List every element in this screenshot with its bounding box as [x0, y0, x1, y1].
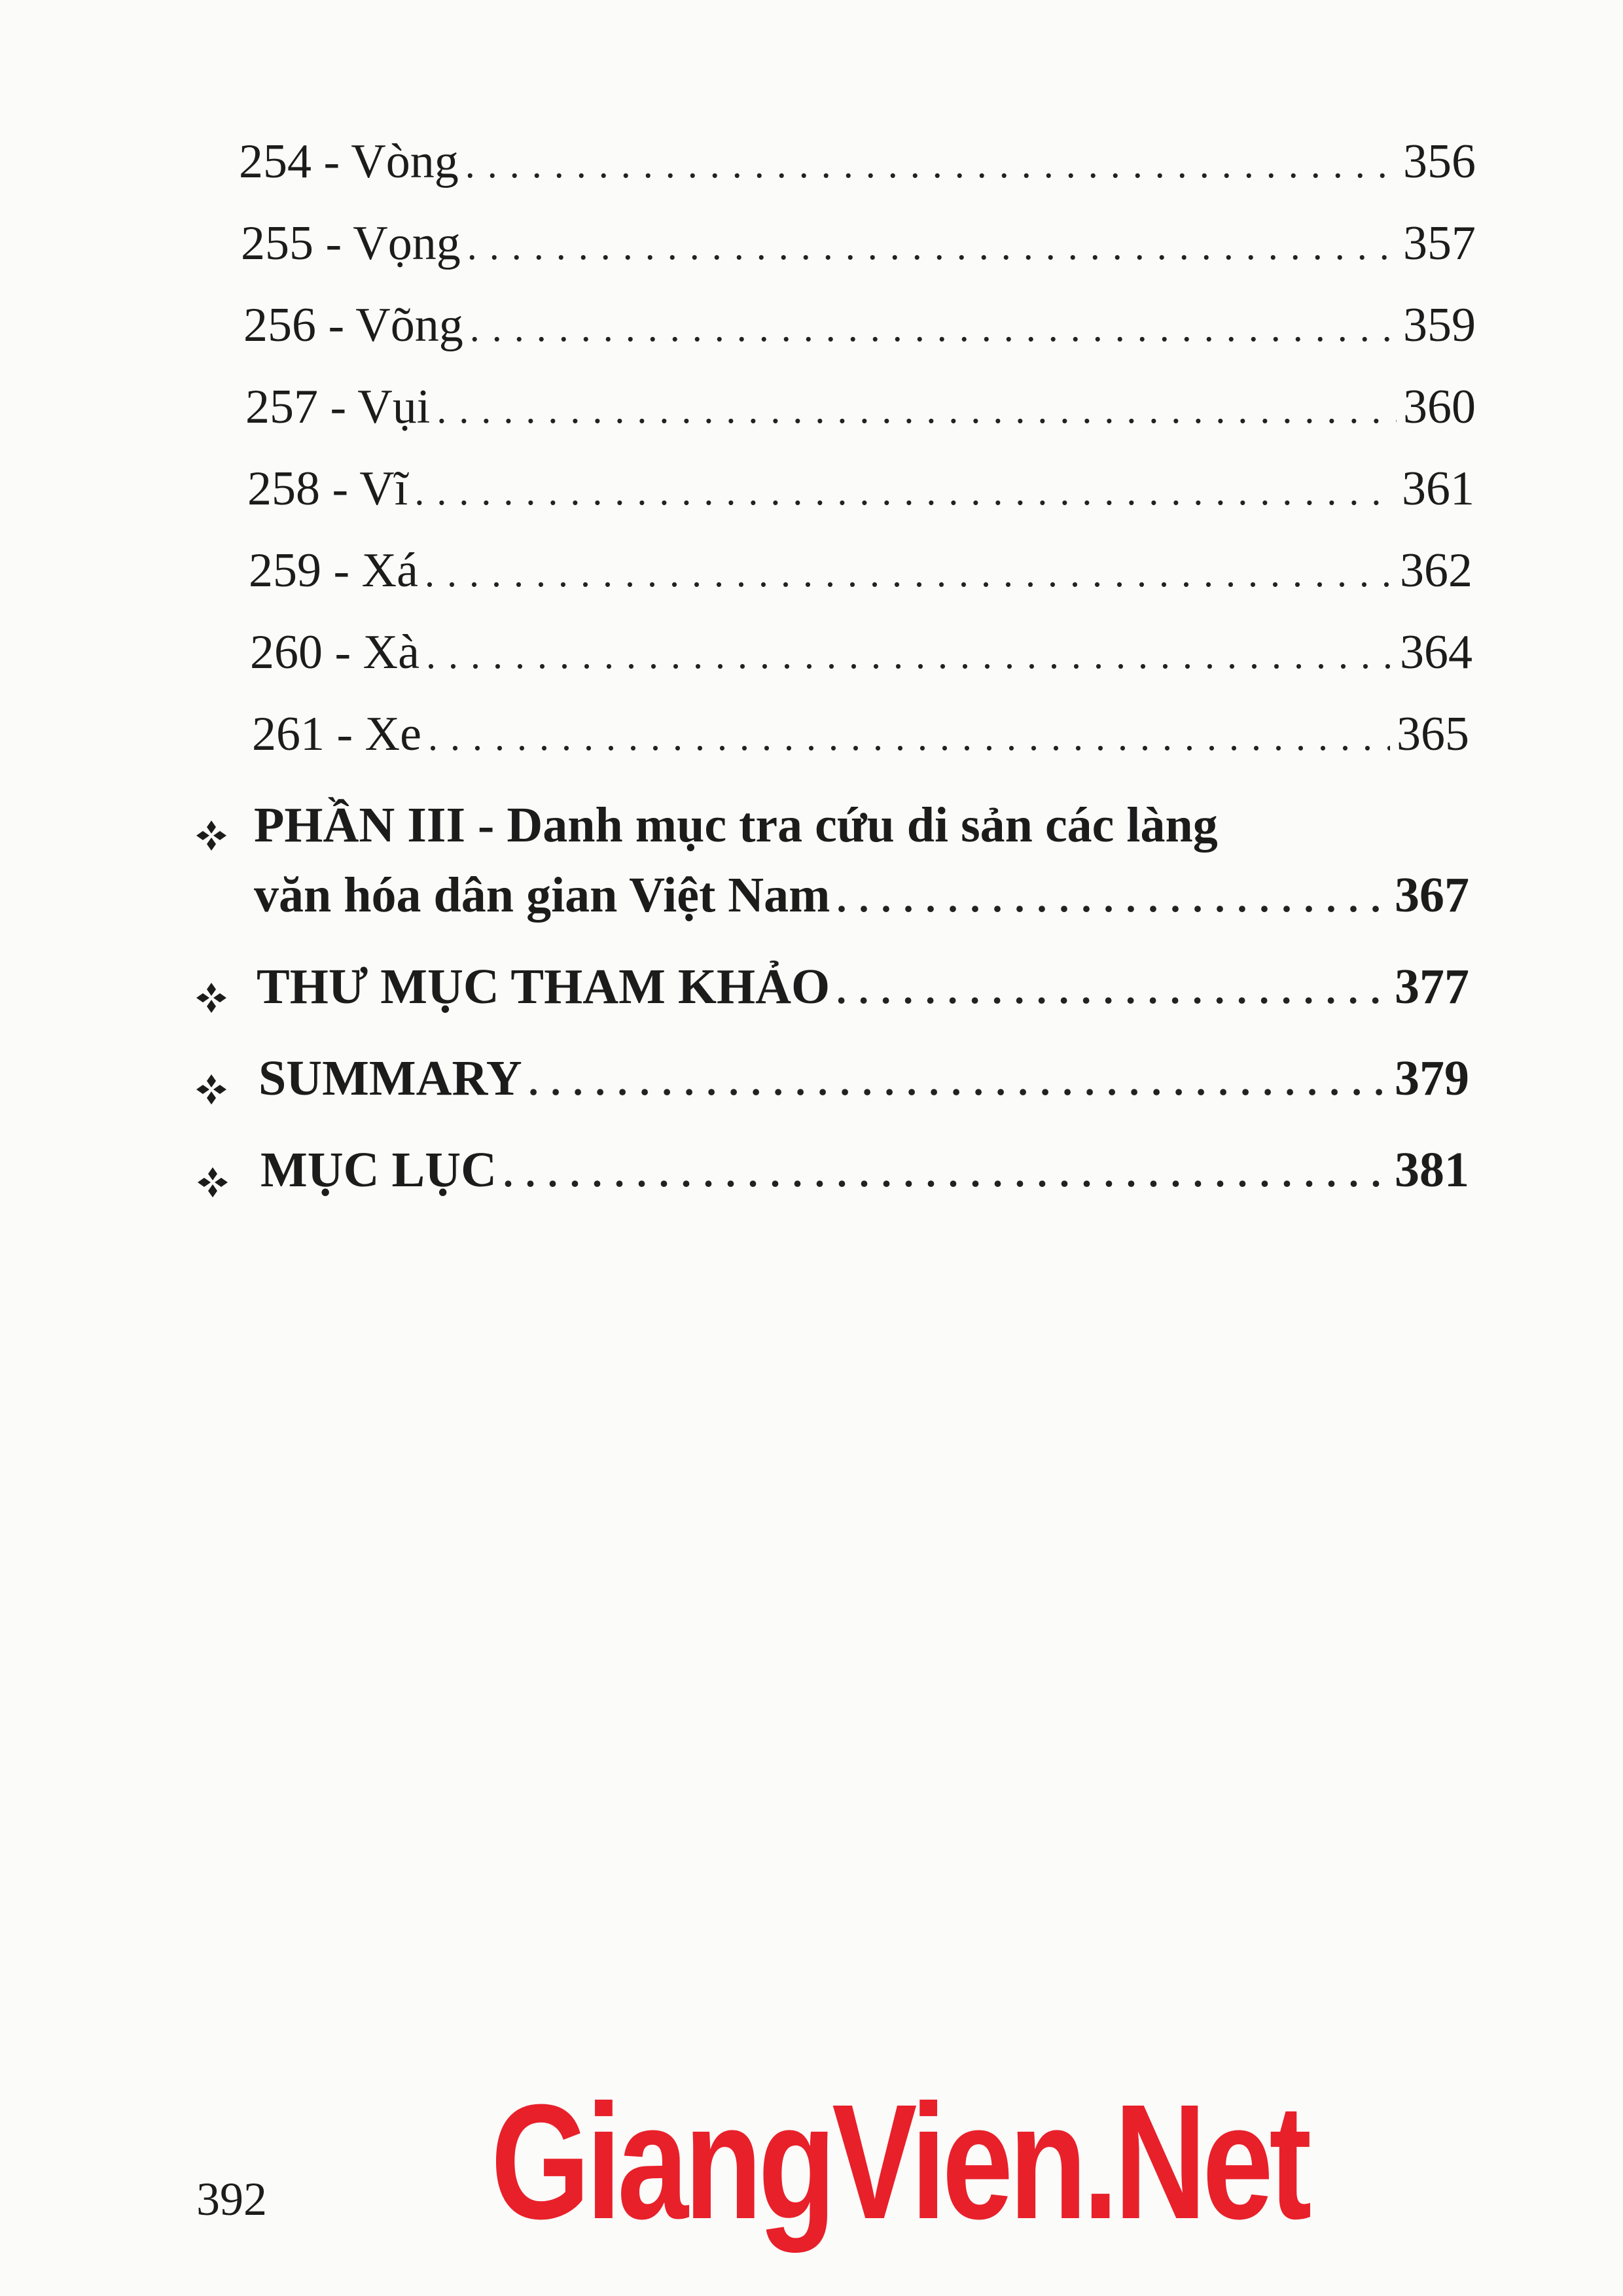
- toc-entry-label: 254 - Vòng: [239, 135, 459, 188]
- watermark-logo: GiangVien.Net: [491, 2070, 1308, 2253]
- dot-leader: [428, 715, 1390, 760]
- toc-entry-label: 255 - Vọng: [241, 217, 461, 270]
- toc-entry-label: 261 - Xe: [252, 707, 421, 761]
- toc-entry-label: 256 - Võng: [243, 298, 463, 352]
- dot-leader: [425, 551, 1393, 596]
- toc-section-row: [257, 959, 1469, 1016]
- dot-leader: [414, 469, 1395, 514]
- page-number: 392: [196, 2173, 267, 2225]
- dot-leader: [529, 1059, 1388, 1104]
- toc-page-number: 364: [1400, 626, 1472, 679]
- dot-leader: [503, 1151, 1388, 1196]
- toc-section-label: SUMMARY: [259, 1051, 522, 1106]
- toc-page-number: 362: [1400, 544, 1472, 597]
- toc-page-number: 379: [1395, 1051, 1469, 1106]
- four-diamond-bullet-icon: [195, 981, 228, 1014]
- toc-row: [250, 625, 1472, 680]
- toc-page-number: 367: [1395, 868, 1469, 923]
- toc-page-number: 361: [1402, 462, 1474, 516]
- dot-leader: [465, 142, 1397, 187]
- toc-row: [247, 461, 1474, 517]
- toc-section-row: [254, 867, 1469, 924]
- toc-page-number: 356: [1403, 135, 1476, 188]
- toc-section-row: [259, 1050, 1469, 1107]
- toc-entry-label: 258 - Vĩ: [247, 462, 408, 516]
- toc-section-label: văn hóa dân gian Việt Nam: [254, 868, 830, 923]
- dot-leader: [837, 876, 1389, 921]
- dot-leader: [437, 387, 1397, 433]
- toc-row: [243, 298, 1476, 353]
- dot-leader: [836, 968, 1388, 1013]
- toc-row: [245, 380, 1476, 435]
- toc-row: [239, 134, 1476, 190]
- four-diamond-bullet-icon: [195, 819, 228, 852]
- toc-row: [252, 707, 1469, 762]
- toc-page-number: 377: [1395, 959, 1469, 1014]
- dot-leader: [470, 306, 1397, 351]
- dot-leader: [467, 224, 1397, 269]
- toc-section-label: MỤC LỤC: [260, 1142, 497, 1197]
- toc-page-number: 381: [1395, 1142, 1469, 1197]
- toc-row: [249, 543, 1472, 599]
- toc-section-row: [260, 1142, 1469, 1199]
- toc-entry-label: 260 - Xà: [250, 626, 419, 679]
- section-title-line: PHẦN III - Danh mục tra cứu di sản các làng: [254, 798, 1218, 853]
- toc-entry-label: 257 - Vụi: [245, 380, 431, 434]
- toc-page-number: 365: [1397, 707, 1469, 761]
- toc-row: [241, 216, 1476, 272]
- toc-entry-label: 259 - Xá: [249, 544, 418, 597]
- four-diamond-bullet-icon: [196, 1166, 229, 1199]
- toc-page-number: 359: [1403, 298, 1476, 352]
- toc-section-label: THƯ MỤC THAM KHẢO: [257, 959, 830, 1014]
- toc-page-number: 357: [1403, 217, 1476, 270]
- four-diamond-bullet-icon: [195, 1073, 228, 1106]
- toc-page-number: 360: [1403, 380, 1476, 434]
- dot-leader: [426, 633, 1393, 678]
